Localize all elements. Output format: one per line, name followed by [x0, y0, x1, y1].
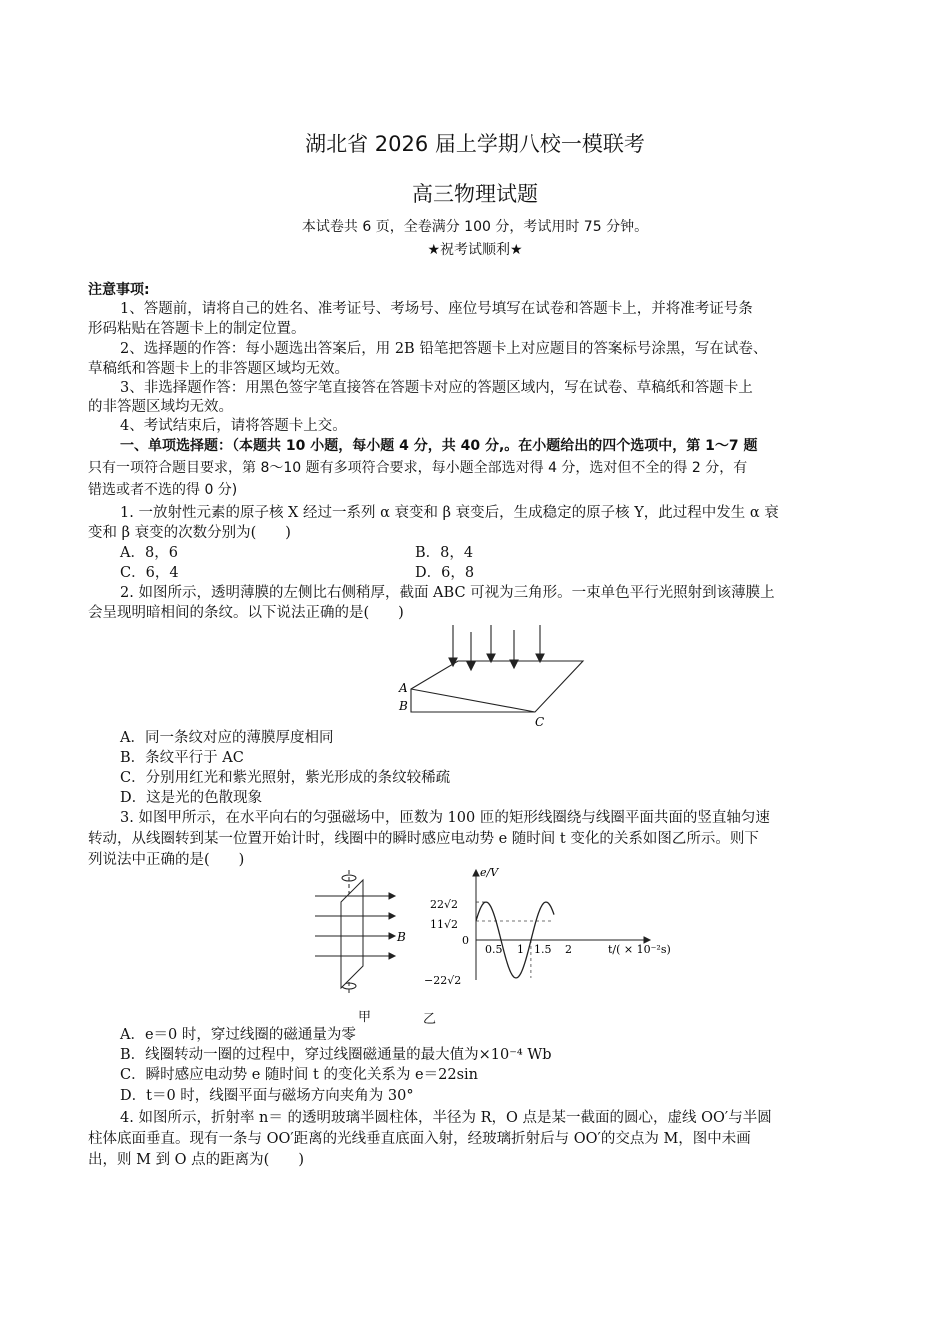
x-tick-label: 1.5 [534, 943, 552, 956]
q3-stem: 转动，从线圈转到某一位置开始计时，线圈中的瞬时感应电动势 e 随时间 t 变化的关系如图乙所示。则下 [88, 831, 759, 847]
fig-yi-label: 乙 [423, 1012, 437, 1027]
point-c-label: C [535, 715, 545, 728]
thin-film-figure [392, 620, 592, 728]
exam-subject: 高三物理试题 [412, 182, 538, 206]
x-axis-label: t/( × 10⁻²s) [608, 943, 671, 956]
x-tick-label: 2 [565, 943, 572, 956]
y-tick-label: 22√2 [430, 898, 459, 911]
q1-stem: 1. 一放射性元素的原子核 X 经过一系列 α 衰变和 β 衰变后，生成稳定的原子核 Y，此过程中发生 α 衰 [120, 505, 779, 521]
q3-option-d: D．t＝0 时，线圈平面与磁场方向夹角为 30° [120, 1088, 414, 1104]
q3-option-a: A．e＝0 时，穿过线圈的磁通量为零 [120, 1027, 356, 1043]
q3-stem: 列说法中正确的是( ) [88, 852, 245, 868]
exam-info: 本试卷共 6 页，全卷满分 100 分，考试用时 75 分钟。 [301, 219, 649, 235]
emf-time-graph [418, 866, 688, 986]
x-tick-label: 0.5 [485, 943, 503, 956]
x-tick-label: 1 [517, 943, 524, 956]
q4-stem: 柱体底面垂直。现有一条与 OO′距离的光线垂直底面入射，经玻璃折射后与 OO′的交点为 M，图中未画 [88, 1131, 751, 1147]
q1-option-b: B．8，4 [415, 545, 474, 561]
section-text: 只有一项符合题目要求，第 8～10 题有多项符合要求，每小题全部选对得 4 分，选对但不全的得 2 分，有 [88, 460, 748, 476]
q3-option-b: B．线圈转动一圈的过程中，穿过线圈磁通量的最大值为×10⁻⁴ Wb [120, 1047, 552, 1063]
notice-line: 草稿纸和答题卡上的非答题区域均无效。 [88, 361, 349, 377]
q1-option-d: D．6，8 [415, 565, 475, 581]
q3-stem: 3. 如图甲所示，在水平向右的匀强磁场中，匝数为 100 匝的矩形线圈绕与线圈平面共面的竖直轴匀速 [120, 810, 770, 826]
notice-heading: 注意事项: [88, 282, 150, 298]
q4-stem: 出，则 M 到 O 点的距离为( ) [88, 1152, 304, 1168]
exam-wish: ★祝考试顺利★ [427, 242, 523, 258]
q3-option-c: C．瞬时感应电动势 e 随时间 t 的变化关系为 e＝22sin [120, 1067, 478, 1083]
notice-line: 3、非选择题作答：用黑色签字笔直接答在答题卡对应的答题区域内，写在试卷、草稿纸和答题卡上 [120, 380, 753, 396]
q2-stem: 2. 如图所示，透明薄膜的左侧比右侧稍厚，截面 ABC 可视为三角形。一束单色平行光照射到该薄膜上 [120, 585, 775, 601]
q1-option-a: A．8，6 [120, 545, 178, 561]
fig-jia-label: 甲 [358, 1010, 372, 1025]
point-a-label: A [399, 681, 408, 695]
notice-line: 形码粘贴在答题卡上的制定位置。 [88, 321, 306, 337]
point-b-label: B [399, 699, 408, 713]
y-tick-label: −22√2 [424, 974, 462, 986]
section-text: 错选或者不选的得 0 分) [88, 482, 238, 498]
y-tick-label: 0 [462, 934, 469, 947]
coil-figure [305, 866, 425, 998]
q2-option-c: C．分别用红光和紫光照射，紫光形成的条纹较稀疏 [120, 770, 451, 786]
y-axis-label: e/V [480, 866, 499, 879]
exam-title: 湖北省 2026 届上学期八校一模联考 [305, 132, 645, 156]
notice-line: 的非答题区域均无效。 [88, 399, 233, 415]
q4-stem: 4. 如图所示，折射率 n＝ 的透明玻璃半圆柱体，半径为 R，O 点是某一截面的圆心，虚线 OO′与半圆 [120, 1110, 772, 1126]
notice-line: 2、选择题的作答：每小题选出答案后，用 2B 铅笔把答题卡上对应题目的答案标号涂黑，写在试卷、 [120, 341, 768, 357]
notice-line: 1、答题前，请将自己的姓名、准考证号、考场号、座位号填写在试卷和答题卡上，并将准考证号条 [120, 301, 753, 317]
q2-option-b: B．条纹平行于 AC [120, 750, 244, 766]
q1-option-c: C．6，4 [120, 565, 179, 581]
q1-stem: 变和 β 衰变的次数分别为( ) [88, 525, 291, 541]
q2-option-a: A．同一条纹对应的薄膜厚度相同 [120, 730, 334, 746]
section-heading: 一、单项选择题：（本题共 10 小题，每小题 4 分，共 40 分,。在小题给出的四个选项中，第 1～7 题 [120, 438, 758, 454]
y-tick-label: 11√2 [430, 918, 459, 931]
q2-option-d: D．这是光的色散现象 [120, 790, 263, 806]
q2-stem: 会呈现明暗相间的条纹。以下说法正确的是( ) [88, 605, 404, 621]
light-arrows [449, 625, 544, 670]
film-section-ac [411, 689, 535, 712]
field-b-label: B [397, 930, 406, 944]
film-outline [411, 661, 583, 712]
notice-line: 4、考试结束后，请将答题卡上交。 [120, 418, 347, 434]
